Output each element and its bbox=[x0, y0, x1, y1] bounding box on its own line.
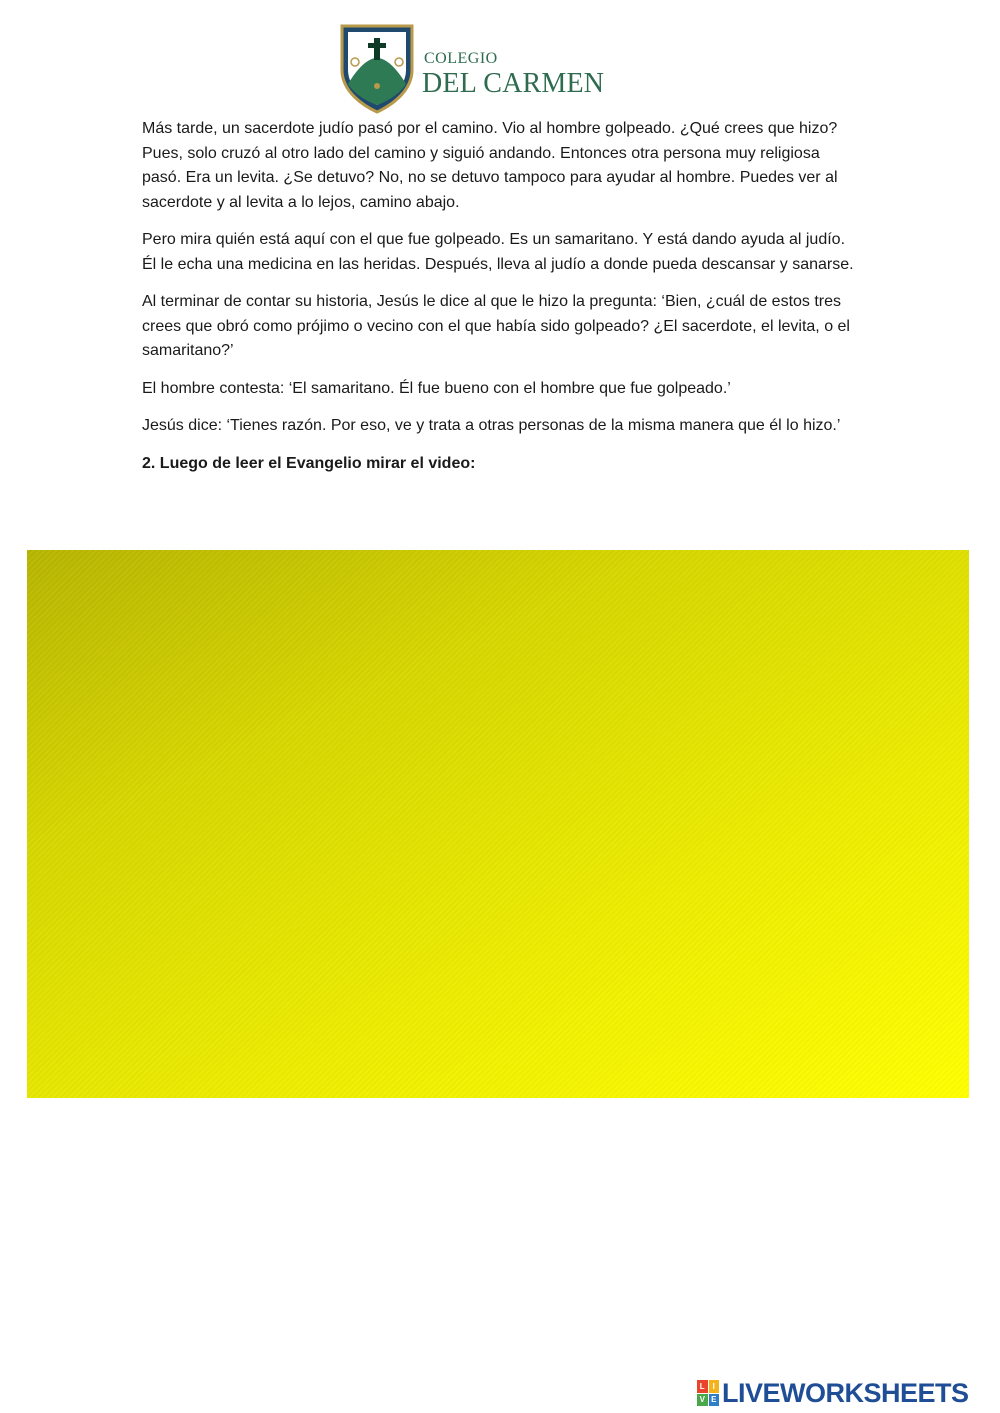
paragraph: Pero mira quién está aquí con el que fue golpeado. Es un samaritano. Y está dando ayuda al judío. Él le echa una medicina en las heridas. Después, lleva al judío a donde pueda descansar y sanarse. bbox=[142, 231, 854, 273]
paragraph: El hombre contesta: ‘El samaritano. Él fue bueno con el hombre que fue golpeado.’ bbox=[142, 379, 731, 397]
school-crest-icon bbox=[340, 24, 414, 114]
paragraph: Al terminar de contar su historia, Jesús le dice al que le hizo la pregunta: ‘Bien, ¿cuál de estos tres crees que obró como prójimo o vecino con el que había sido golpeado? ¿El sacerdote, el levita, o el samaritano?’ bbox=[142, 293, 850, 359]
paragraph: Más tarde, un sacerdote judío pasó por el camino. Vio al hombre golpeado. ¿Qué crees que hizo? Pues, solo cruzó al otro lado del camino y siguió andando. Entonces otra persona muy religiosa pasó. Era un levita. ¿Se detuvo? No, no se detuvo tampoco para ayudar al hombre. Puedes ver al sacerdote y al levita a lo lejos, camino abajo. bbox=[142, 120, 838, 211]
liveworksheets-badge-icon bbox=[697, 1380, 719, 1406]
question-heading: 2. Luego de leer el Evangelio mirar el video: bbox=[142, 454, 476, 472]
badge-letter: E bbox=[709, 1394, 720, 1407]
badge-letter: V bbox=[697, 1394, 708, 1407]
badge-letter: I bbox=[709, 1380, 720, 1393]
liveworksheets-brand: LIVEWORKSHEETS bbox=[722, 1377, 969, 1408]
liveworksheets-logo bbox=[697, 1378, 969, 1408]
school-name-line2: DEL CARMEN bbox=[422, 68, 605, 99]
paragraph: Jesús dice: ‘Tienes razón. Por eso, ve y trata a otras personas de la misma manera que él lo hizo.’ bbox=[142, 417, 841, 434]
school-name-line1: COLEGIO bbox=[424, 50, 498, 67]
school-header bbox=[340, 24, 610, 116]
worksheet-body bbox=[142, 117, 862, 489]
badge-letter: L bbox=[697, 1380, 708, 1393]
video-embed[interactable] bbox=[27, 550, 969, 1098]
